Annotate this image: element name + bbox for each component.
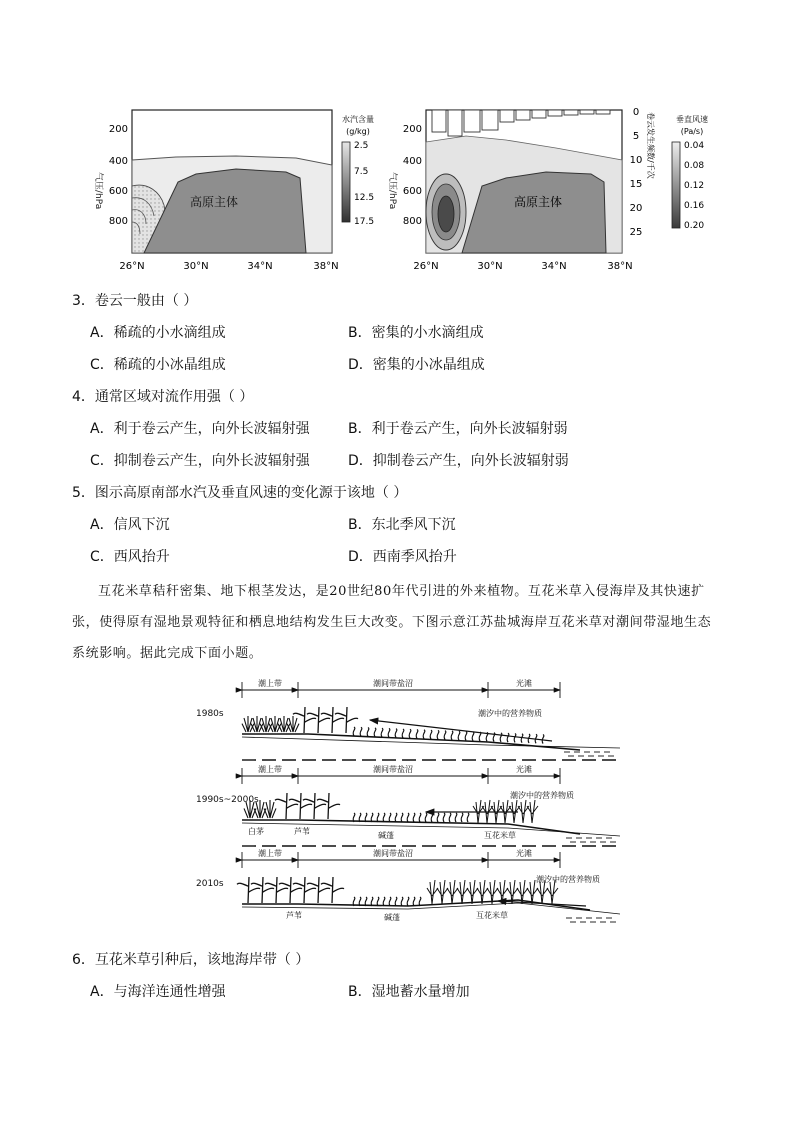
right-axis-tick: 5: [632, 131, 640, 142]
left-x-tick: 30°N: [183, 261, 209, 272]
right-x-tick: 38°N: [607, 261, 633, 272]
suaeda-plant: [389, 897, 391, 906]
left-y-tick: 800: [108, 216, 128, 227]
zone-label-supratidal: 潮上带: [258, 765, 282, 774]
suaeda-plant: [423, 730, 425, 739]
left-legend-colorbar: [342, 142, 350, 222]
left-legend-tick: 12.5: [354, 193, 375, 203]
suaeda-plant: [430, 730, 432, 739]
suaeda-plant: [443, 813, 445, 822]
reed-plant: [317, 793, 340, 819]
left-legend-unit: (g/kg): [346, 127, 370, 136]
reed-plant: [279, 877, 302, 903]
suaeda-plant: [521, 734, 523, 743]
suaeda-plant: [431, 813, 433, 822]
question-4-option-a: A．利于卷云产生，向外长波辐射强: [90, 421, 310, 437]
suaeda-plant: [437, 813, 439, 822]
suaeda-plant: [455, 813, 457, 822]
reed-plant: [321, 877, 344, 903]
question-3-option-d: D．密集的小冰晶组成: [348, 357, 485, 373]
right-y-axis-label: 气压/hPa: [387, 172, 397, 210]
suaeda-plant: [377, 813, 379, 822]
left-legend-tick: 17.5: [354, 217, 375, 227]
plant-label-reed: 芦苇: [294, 827, 310, 836]
right-legend-colorbar: [672, 142, 680, 228]
suaeda-plant: [367, 728, 369, 737]
suaeda-plant: [395, 813, 397, 822]
left-x-tick: 34°N: [247, 261, 273, 272]
question-4-option-d: D．抑制卷云产生，向外长波辐射弱: [348, 453, 569, 469]
suaeda-plant: [413, 813, 415, 822]
suaeda-plant: [360, 727, 362, 736]
reading-passage: [72, 576, 722, 669]
suaeda-plant: [437, 730, 439, 739]
spartina-plant: [457, 880, 468, 904]
spartina-plant: [427, 880, 438, 904]
question-4-option-b: B．利于卷云产生，向外长波辐射弱: [348, 421, 568, 437]
grass-tuft: [242, 716, 254, 732]
question-5-option-b: B．东北季风下沉: [348, 517, 456, 533]
right-legend-tick: 0.16: [684, 201, 705, 211]
spartina-plant: [437, 880, 448, 904]
reed-plant: [289, 793, 312, 819]
suaeda-plant: [407, 897, 409, 906]
zone-label-saltmarsh: 潮间带盐沼: [373, 765, 413, 774]
left-y-axis-label: 气压/hPa: [93, 172, 103, 210]
right-plateau-label: 高原主体: [513, 195, 563, 209]
period-label: 1980s: [196, 709, 224, 719]
reed-plant: [265, 877, 288, 903]
plant-label-imperata: 白茅: [248, 827, 264, 836]
reed-plant: [303, 793, 326, 819]
suaeda-plant: [353, 727, 355, 736]
reed-plant: [293, 877, 316, 903]
suaeda-plant: [451, 731, 453, 740]
figure-spartina-wetland: [190, 670, 620, 928]
suaeda-plant: [461, 813, 463, 822]
right-axis-tick: 10: [629, 155, 643, 166]
question-5-option-a: A．信风下沉: [90, 517, 170, 533]
suaeda-plant: [383, 897, 385, 906]
zone-label-supratidal: 潮上带: [258, 849, 282, 858]
figure-cross-sections: [86, 102, 726, 282]
suaeda-plant: [507, 733, 509, 742]
plant-label-suaeda: 碱蓬: [378, 831, 394, 840]
reed-plant: [307, 877, 330, 903]
question-5-option-d: D．西南季风抬升: [348, 549, 457, 565]
right-axis-tick: 25: [629, 227, 643, 238]
left-y-tick: 400: [108, 156, 128, 167]
suaeda-plant: [467, 813, 469, 822]
reed-plant: [251, 877, 274, 903]
left-legend-tick: 2.5: [354, 141, 369, 151]
right-chart: [387, 107, 708, 272]
question-3-option-a: A．稀疏的小水滴组成: [90, 325, 226, 341]
right-axis-tick: 0: [632, 107, 640, 118]
suaeda-plant: [479, 732, 481, 741]
question-6-option-b: B．湿地蓄水量增加: [348, 984, 470, 1000]
left-plateau-label: 高原主体: [189, 195, 239, 209]
suaeda-plant: [407, 813, 409, 822]
suaeda-plant: [500, 733, 502, 742]
zone-label-saltmarsh: 潮间带盐沼: [373, 679, 413, 688]
grass-tuft: [269, 716, 281, 732]
nutrient-arrow-label: 潮汐中的营养物质: [536, 875, 600, 884]
suaeda-plant: [514, 733, 516, 742]
period-label: 1990s~2000s: [196, 795, 259, 805]
question-5-stem: 5．图示高原南部水汽及垂直风速的变化源于该地（ ）: [72, 485, 408, 501]
suaeda-plant: [413, 897, 415, 906]
suaeda-plant: [401, 813, 403, 822]
right-axis-tick: 20: [629, 203, 643, 214]
suaeda-plant: [395, 897, 397, 906]
grass-tuft: [278, 716, 290, 732]
right-x-tick: 26°N: [413, 261, 439, 272]
suaeda-plant: [377, 897, 379, 906]
spartina-plant: [527, 800, 538, 823]
plant-label-suaeda: 碱蓬: [384, 913, 400, 922]
suaeda-plant: [542, 735, 544, 744]
right-legend-tick: 0.20: [684, 221, 705, 231]
zone-label-supratidal: 潮上带: [258, 679, 282, 688]
grass-tuft: [260, 716, 272, 732]
left-y-tick: 600: [108, 186, 128, 197]
suaeda-plant: [416, 730, 418, 739]
suaeda-plant: [472, 732, 474, 741]
right-legend-tick: 0.08: [684, 161, 705, 171]
right-legend-unit: (Pa/s): [680, 127, 704, 136]
ground-profile: [242, 820, 580, 834]
grass-tuft: [251, 716, 263, 732]
right-axis-label: 卷云发生频数/千次: [646, 112, 655, 179]
suaeda-plant: [425, 813, 427, 822]
left-y-tick: 200: [108, 124, 128, 135]
passage-text: 互花米草秸秆密集、地下根茎发达，是20世纪80年代引进的外来植物。互花米草入侵海岸及其快速扩张，使得原有湿地景观特征和栖息地结构发生巨大改变。下图示意江苏盐城海岸互花米草对潮间带湿地生态系统影响。据此完成下面小题。: [72, 584, 712, 661]
reed-plant: [275, 793, 298, 819]
suaeda-plant: [389, 813, 391, 822]
nutrient-arrow-label: 潮汐中的营养物质: [478, 709, 542, 718]
period-label: 2010s: [196, 879, 224, 889]
zone-label-mudflat: 光滩: [516, 679, 532, 688]
question-3-option-c: C．稀疏的小冰晶组成: [90, 357, 226, 373]
question-3-stem: 3．卷云一般由（ ）: [72, 293, 198, 309]
suaeda-plant: [419, 813, 421, 822]
left-chart: [93, 110, 374, 272]
question-5-option-c: C．西风抬升: [90, 549, 170, 565]
reed-plant: [237, 877, 260, 903]
suaeda-plant: [402, 729, 404, 738]
right-y-tick: 400: [402, 156, 422, 167]
right-axis-tick: 15: [629, 179, 643, 190]
plant-label-spartina: 互花米草: [484, 831, 516, 840]
zone-label-saltmarsh: 潮间带盐沼: [373, 849, 413, 858]
right-y-tick: 200: [402, 124, 422, 135]
plant-label-spartina: 互花米草: [476, 911, 508, 920]
suaeda-plant: [409, 729, 411, 738]
question-3-option-b: B．密集的小水滴组成: [348, 325, 484, 341]
zone-label-mudflat: 光滩: [516, 849, 532, 858]
right-legend-tick: 0.04: [684, 141, 705, 151]
left-legend-tick: 7.5: [354, 167, 369, 177]
question-6-option-a: A．与海洋连通性增强: [90, 984, 226, 1000]
spartina-plant: [518, 800, 529, 823]
right-y-tick: 600: [402, 186, 422, 197]
right-legend-title: 垂直风速: [676, 115, 708, 124]
spartina-plant: [477, 880, 488, 904]
right-x-tick: 34°N: [541, 261, 567, 272]
suaeda-plant: [401, 897, 403, 906]
suaeda-plant: [449, 813, 451, 822]
reed-plant: [321, 707, 344, 733]
suaeda-plant: [395, 729, 397, 738]
right-legend-tick: 0.12: [684, 181, 705, 191]
plant-label-reed: 芦苇: [286, 911, 302, 920]
right-x-tick: 30°N: [477, 261, 503, 272]
grass-tuft: [287, 716, 299, 732]
question-6-stem: 6．互花米草引种后，该地海岸带（ ）: [72, 952, 310, 968]
suaeda-plant: [465, 731, 467, 740]
suaeda-plant: [388, 728, 390, 737]
suaeda-plant: [374, 728, 376, 737]
suaeda-plant: [458, 731, 460, 740]
nutrient-arrow-label: 潮汐中的营养物质: [510, 791, 574, 800]
reed-plant: [307, 707, 330, 733]
spartina-plant: [467, 880, 478, 904]
suaeda-plant: [444, 731, 446, 740]
question-4-option-c: C．抑制卷云产生，向外长波辐射强: [90, 453, 310, 469]
southern-ascent-core: [426, 174, 466, 250]
right-y-tick: 800: [402, 216, 422, 227]
left-x-tick: 26°N: [119, 261, 145, 272]
spartina-plant: [447, 880, 458, 904]
left-legend-title: 水汽含量: [342, 115, 374, 124]
left-x-tick: 38°N: [313, 261, 339, 272]
suaeda-plant: [383, 813, 385, 822]
suaeda-plant: [381, 728, 383, 737]
zone-label-mudflat: 光滩: [516, 765, 532, 774]
question-4-stem: 4．通常区域对流作用强（ ）: [72, 389, 254, 405]
